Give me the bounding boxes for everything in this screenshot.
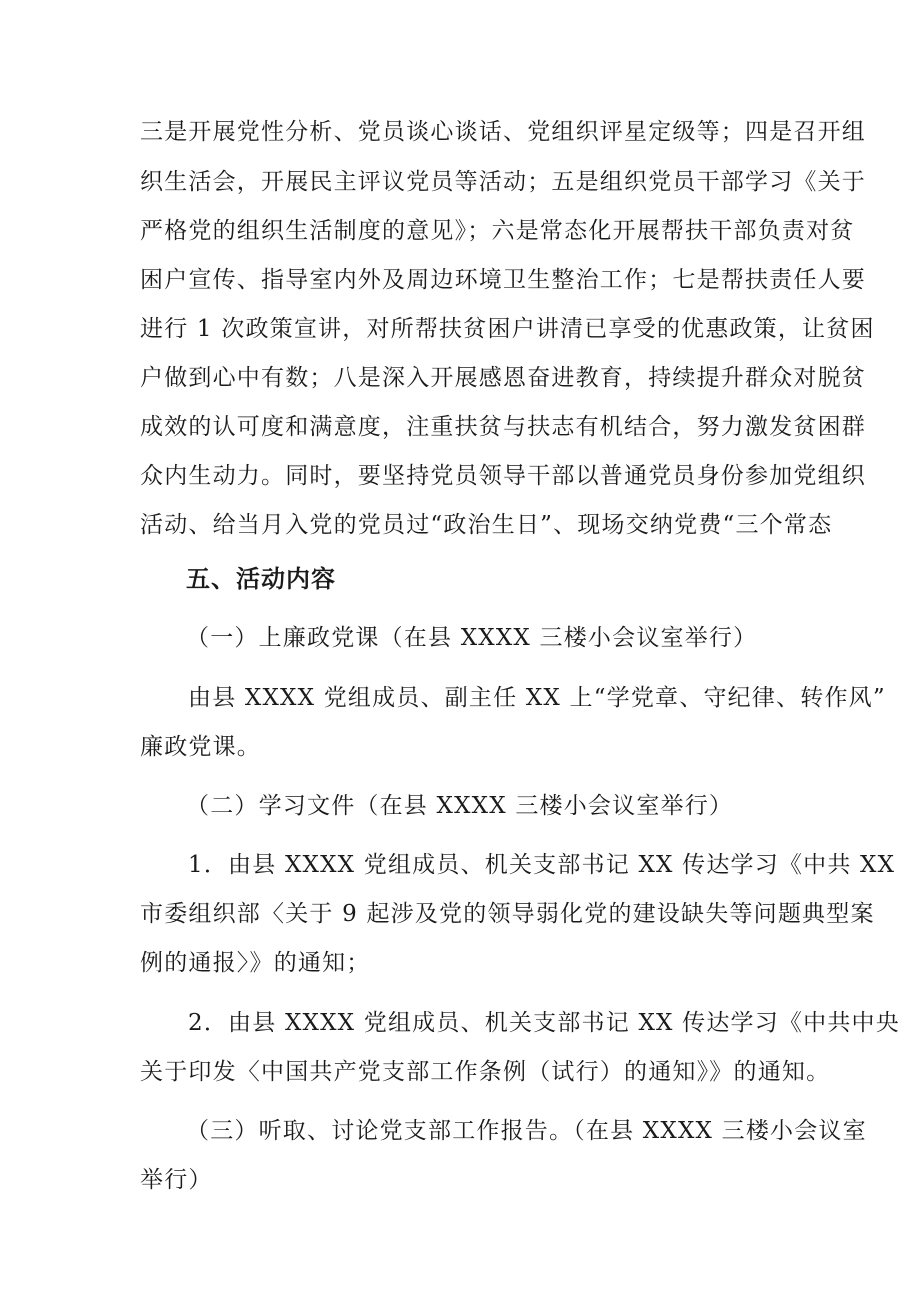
section-heading: 五、活动内容 [186, 565, 336, 593]
intro-line-2: 织生活会，开展民主评议党员等活动；五是组织党员干部学习《关于 [140, 169, 866, 195]
intro-line-8: 众内生动力。同时，要坚持党员领导干部以普通党员身份参加党组织 [140, 463, 866, 489]
subsection-1-line-1: 由县 XXXX 党组成员、副主任 XX 上“学党章、守纪律、转作风” [188, 685, 886, 711]
intro-line-5: 进行 1 次政策宣讲，对所帮扶贫困户讲清已享受的优惠政策，让贫困 [140, 316, 875, 342]
item-1-line-2: 市委组织部〈关于 9 起涉及党的领导弱化党的建设缺失等问题典型案 [140, 901, 875, 927]
subsection-1-title: （一）上廉政党课（在县 XXXX 三楼小会议室举行） [186, 625, 758, 651]
intro-line-9: 活动、给当月入党的党员过“政治生日”、现场交纳党费“三个常态 [140, 512, 833, 538]
item-1-line-3: 例的通报〉》的通知； [140, 950, 371, 976]
intro-line-7: 成效的认可度和满意度，注重扶贫与扶志有机结合，努力激发贫困群 [140, 414, 866, 440]
intro-line-4: 困户宣传、指导室内外及周边环境卫生整治工作；七是帮扶责任人要 [140, 267, 866, 293]
subsection-3-line-1: （三）听取、讨论党支部工作报告。（在县 XXXX 三楼小会议室 [186, 1118, 867, 1144]
subsection-1-line-2: 廉政党课。 [140, 734, 261, 760]
intro-line-3: 严格党的组织生活制度的意见》；六是常态化开展帮扶干部负责对贫 [140, 218, 855, 244]
subsection-2-title: （二）学习文件（在县 XXXX 三楼小会议室举行） [186, 793, 734, 819]
item-2-line-2: 关于印发〈中国共产党支部工作条例（试行）的通知》》的通知。 [140, 1059, 831, 1085]
item-1-line-1: 1．由县 XXXX 党组成员、机关支部书记 XX 传达学习《中共 XX [188, 852, 896, 878]
subsection-3-line-2: 举行） [140, 1167, 213, 1193]
intro-line-1: 三是开展党性分析、党员谈心谈话、党组织评星定级等；四是召开组 [140, 119, 866, 145]
intro-line-6: 户做到心中有数；八是深入开展感恩奋进教育，持续提升群众对脱贫 [140, 365, 866, 391]
item-2-line-1: 2．由县 XXXX 党组成员、机关支部书记 XX 传达学习《中共中央 [188, 1010, 900, 1036]
